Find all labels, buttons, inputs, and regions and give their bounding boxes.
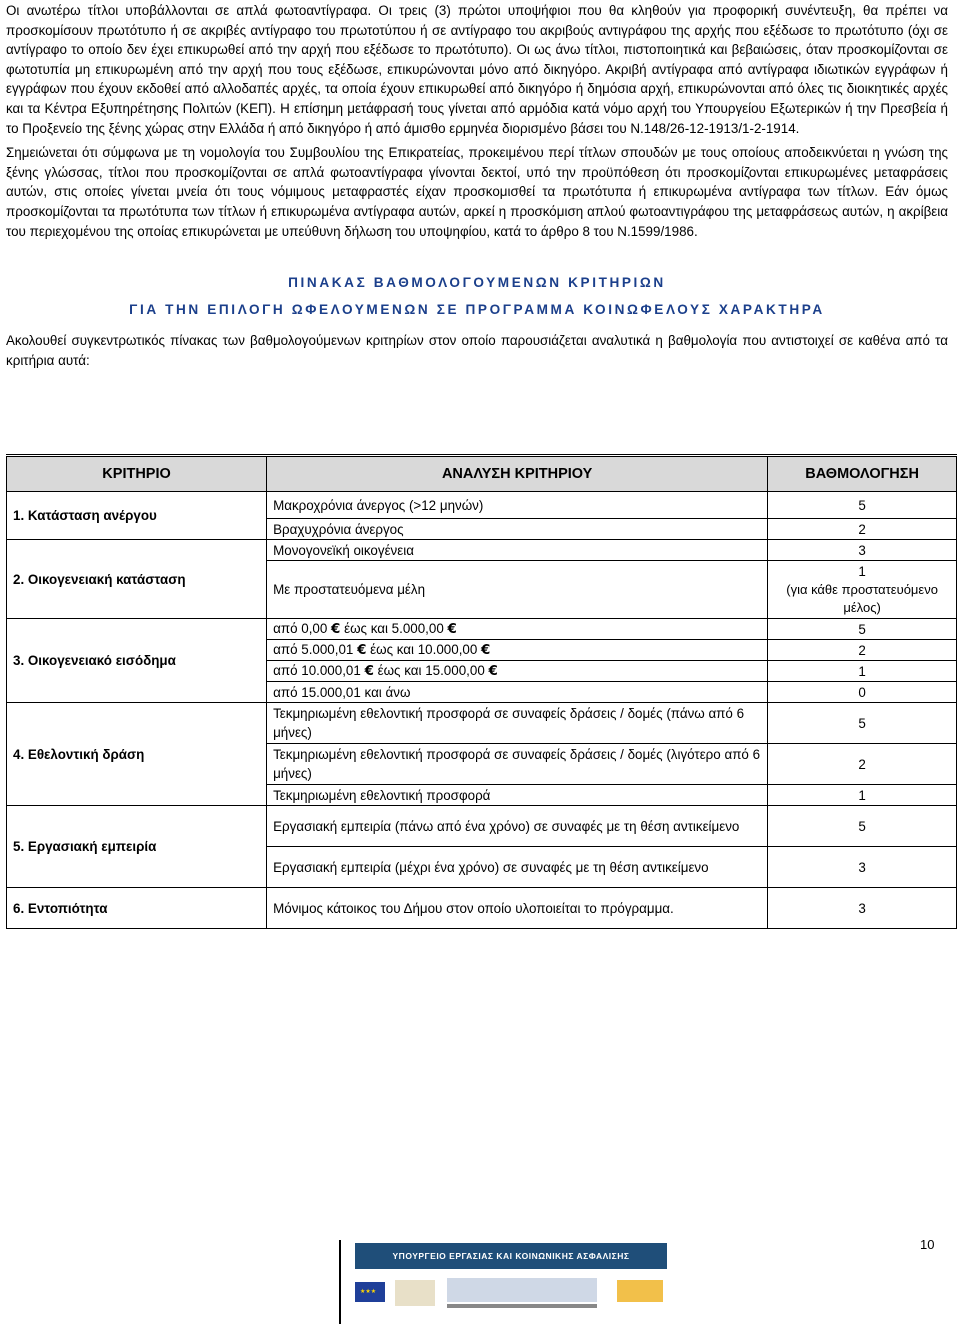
criteria-table <box>6 454 957 929</box>
partner-logo-icon <box>395 1280 435 1306</box>
income-to: έως και 15.000,00 <box>377 663 485 678</box>
row-score: 3 <box>768 888 957 929</box>
table-row <box>7 806 957 847</box>
table-row <box>7 540 957 561</box>
document-body <box>6 0 948 370</box>
row-desc <box>267 640 768 661</box>
table-row <box>7 703 957 744</box>
row-score: 0 <box>768 682 957 703</box>
row-desc <box>267 619 768 640</box>
row-score: 2 <box>768 744 957 785</box>
row-desc: Εργασιακή εμπειρία (μέχρι ένα χρόνο) σε συναφές με τη θέση αντικείμενο <box>267 847 768 888</box>
row-score: 2 <box>768 519 957 540</box>
criterion-family-status: 2. Οικογενειακή κατάσταση <box>7 540 267 619</box>
header-analysis: ΑΝΑΛΥΣΗ ΚΡΙΤΗΡΙΟΥ <box>267 456 768 492</box>
row-score: 2 <box>768 640 957 661</box>
criterion-work-experience: 5. Εργασιακή εμπειρία <box>7 806 267 888</box>
paragraph-original-documents: Οι ανωτέρω τίτλοι υποβάλλονται σε απλά φωτοαντίγραφα. Οι τρεις (3) πρώτοι υποψήφιοι που θα κληθούν για προφορική συνέντευξη, θα πρέπει να προσκομίσουν πρωτότυπο ή σε ακριβές αντίγραφο του πρωτοτύπου ή σε αντίγραφο του ακριβούς αντιγράφου της αρχής που εξέδωσε το πρωτότυπο (όχι σε αντίγραφο το οποίο δεν έχει επικυρωθεί από την αρχή που εξέδωσε το πρωτότυπο). Οι ως άνω τίτλοι, πιστοποιητικά και βεβαιώσεις, όταν προσκομίζονται σε φωτοτυπία μη επικυρωμένη από την αρχή που τους εξέδωσε, επικυρώνονται μόνο από δικηγόρο. Ακριβή αντίγραφα από αντίγραφα ιδιωτικών εγγράφων ή εγγράφων που έχουν εκδοθεί από αλλοδαπές αρχές, τα οποία έχουν επικυρωθεί από δικηγόρο ή δημόσια αρχή, επικυρώνονται από όλες τις διοικητικές αρχές και τα Κέντρα Εξυπηρέτησης Πολιτών (ΚΕΠ). Η επίσημη μετάφρασή τους γίνεται από αρμόδια κατά νόμο αρχή του Υπουργείου Εξωτερικών ή την Πρεσβεία ή το Προξενείο της ξένης χώρας στην Ελλάδα ή από δικηγόρο ή από άμισθο ερμηνέα διορισμένο βάσει του Ν.148/26-12-1913/1-2-1914. <box>6 3 948 136</box>
ministry-banner-title: ΥΠΟΥΡΓΕΙΟ ΕΡΓΑΣΙΑΣ ΚΑΙ ΚΟΙΝΩΝΙΚΗΣ ΑΣΦΑΛΙΣΗΣ <box>355 1243 667 1269</box>
income-from: από 5.000,01 <box>273 642 354 657</box>
row-desc: Τεκμηριωμένη εθελοντική προσφορά σε συναφείς δράσεις / δομές (λιγότερο από 6 μήνες) <box>267 744 768 785</box>
euro-icon: € <box>481 643 491 658</box>
table-heading-subtitle: ΓΙΑ ΤΗΝ ΕΠΙΛΟΓΗ ΩΦΕΛΟΥΜΕΝΩΝ ΣΕ ΠΡΟΓΡΑΜΜΑ ΚΟΙΝΩΦΕΛΟΥΣ ΧΑΡΑΚΤΗΡΑ <box>129 302 825 318</box>
row-desc <box>267 661 768 682</box>
row-desc: Βραχυχρόνια άνεργος <box>267 519 768 540</box>
row-score: 5 <box>768 619 957 640</box>
eu-flag-icon <box>355 1282 385 1302</box>
logo-row <box>355 1274 667 1314</box>
income-to: έως και 10.000,00 <box>370 642 478 657</box>
score-value: 1 <box>858 564 866 579</box>
row-desc: από 15.000,01 και άνω <box>267 682 768 703</box>
euro-icon: € <box>357 643 367 658</box>
table-row <box>7 619 957 640</box>
row-score: 3 <box>768 540 957 561</box>
row-desc: Εργασιακή εμπειρία (πάνω από ένα χρόνο) σε συναφές με τη θέση αντικείμενο <box>267 806 768 847</box>
criterion-locality: 6. Εντοπιότητα <box>7 888 267 929</box>
criterion-unemployment: 1. Κατάσταση ανέργου <box>7 492 267 540</box>
euro-icon: € <box>331 622 341 637</box>
table-row <box>7 492 957 519</box>
espa-logo-icon <box>617 1280 663 1302</box>
score-note: (για κάθε προστατευόμενο μέλος) <box>786 582 938 615</box>
row-score: 5 <box>768 806 957 847</box>
row-desc: Μόνιμος κάτοικος του Δήμου στον οποίο υλοποιείται το πρόγραμμα. <box>267 888 768 929</box>
euro-icon: € <box>364 664 374 679</box>
row-desc: Τεκμηριωμένη εθελοντική προσφορά <box>267 785 768 806</box>
table-heading-title: ΠΙΝΑΚΑΣ ΒΑΘΜΟΛΟΓΟΥΜΕΝΩΝ ΚΡΙΤΗΡΙΩΝ <box>288 275 666 291</box>
table-header-row <box>7 456 957 492</box>
row-score: 1 <box>768 785 957 806</box>
row-desc: Μακροχρόνια άνεργος (>12 μηνών) <box>267 492 768 519</box>
header-criterion: ΚΡΙΤΗΡΙΟ <box>7 456 267 492</box>
criterion-family-income: 3. Οικογενειακό εισόδημα <box>7 619 267 703</box>
row-score: 5 <box>768 703 957 744</box>
income-from: από 0,00 <box>273 621 328 636</box>
footer-banner <box>339 1240 671 1324</box>
paragraph-foreign-language-titles: Σημειώνεται ότι σύμφωνα με τη νομολογία του Συμβουλίου της Επικρατείας, προκειμένου περί τίτλων σπουδών με τους οποίους αποδεικνύεται η γνώση της ξένης γλώσσας, τίτλοι που προσκομίζονται σε απλά φωτοαντίγραφα γίνονται δεκτοί, υπό την προϋπόθεση ότι προσκομίζονται επικυρωμένες μεταφράσεις αυτών, στις οποίες γίνεται μνεία ότι τους νόμιμους μεταφραστές είχαν προσκομισθεί τα πρωτότυπα ή επικυρωμένα αντίγραφα των τίτλων. Εάν όμως προσκομίζονται τα πρωτότυπα των τίτλων ή επικυρωμένα αντίγραφα αυτών, αρκεί η προσκόμιση απλού φωτοαντιγράφου της μεταφράσεως αυτών, η ακρίβεια του περιεχομένου της οποίας επικυρώνεται με υπεύθυνη δήλωση του υποψηφίου, κατά το άρθρο 8 του Ν.1599/1986. <box>6 145 948 239</box>
header-score: ΒΑΘΜΟΛΟΓΗΣΗ <box>768 456 957 492</box>
euro-icon: € <box>447 622 457 637</box>
page-number: 10 <box>920 1237 935 1252</box>
row-score: 3 <box>768 847 957 888</box>
logo-caption-icon <box>447 1304 597 1308</box>
program-logo-icon <box>447 1278 597 1302</box>
income-to: έως και 5.000,00 <box>344 621 444 636</box>
income-from: από 10.000,01 <box>273 663 361 678</box>
row-score: 5 <box>768 492 957 519</box>
row-desc: Τεκμηριωμένη εθελοντική προσφορά σε συναφείς δράσεις / δομές (πάνω από 6 μήνες) <box>267 703 768 744</box>
table-row <box>7 888 957 929</box>
row-desc: Με προστατευόμενα μέλη <box>267 561 768 619</box>
criterion-volunteering: 4. Εθελοντική δράση <box>7 703 267 806</box>
row-desc: Μονογονεϊκή οικογένεια <box>267 540 768 561</box>
row-score: 1 <box>768 661 957 682</box>
euro-icon: € <box>488 664 498 679</box>
row-score <box>768 561 957 619</box>
paragraph-table-intro: Ακολουθεί συγκεντρωτικός πίνακας των βαθμολογούμενων κριτηρίων στον οποίο παρουσιάζεται αναλυτικά η βαθμολογία που αντιστοιχεί σε καθένα από τα κριτήρια αυτά: <box>6 333 948 368</box>
